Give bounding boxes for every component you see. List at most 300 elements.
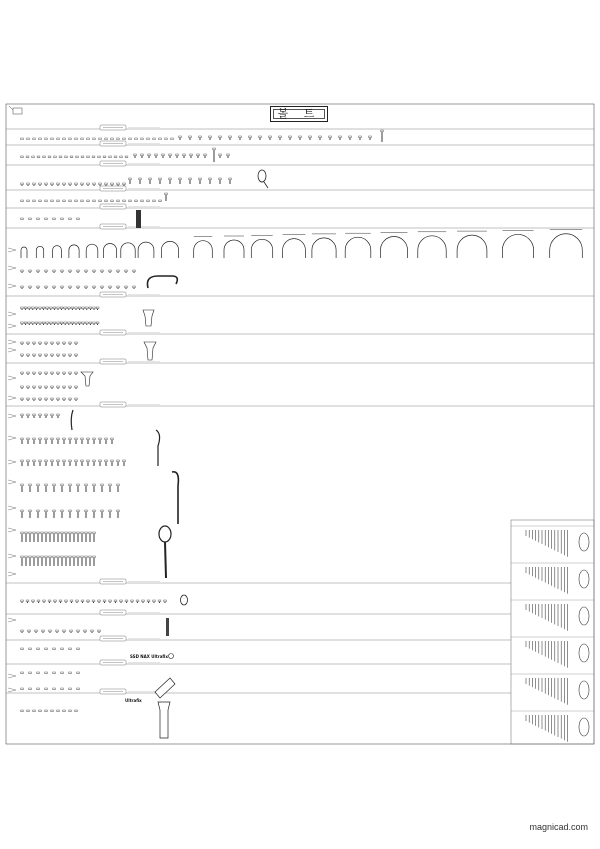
bolt-glyph: [329, 136, 332, 140]
u-bolt: [36, 246, 43, 258]
bolt-glyph: [87, 156, 90, 158]
bolt-glyph: [93, 286, 96, 289]
washer-stack: [579, 607, 589, 625]
bolt-glyph: [27, 710, 30, 712]
bolt-glyph: [158, 600, 161, 603]
u-bolt: [69, 245, 79, 258]
bolt-glyph: [37, 156, 40, 158]
bolt-glyph: [69, 438, 72, 444]
washer-stack: [579, 718, 589, 736]
bolt-glyph: [69, 688, 72, 690]
bolt-glyph: [114, 600, 117, 603]
bolt-glyph: [35, 307, 38, 310]
u-bolt: [121, 243, 135, 258]
bolt-glyph: [209, 178, 212, 184]
bolt-glyph: [53, 218, 56, 220]
bolt-glyph: [57, 414, 60, 418]
bolt-glyph: [69, 398, 72, 401]
bolt-glyph: [39, 710, 42, 712]
u-bolt: [251, 239, 272, 258]
bolt-glyph: [45, 710, 48, 712]
bolt-glyph: [33, 460, 36, 466]
bolt-glyph: [75, 710, 78, 712]
bolt-glyph: [29, 484, 32, 492]
bolt-glyph: [105, 438, 108, 444]
bolt-glyph: [29, 532, 32, 542]
bolt-glyph: [93, 510, 96, 518]
bolt-glyph: [63, 460, 66, 466]
hex-bolt-large: [381, 130, 384, 142]
bolt-glyph: [117, 484, 120, 492]
bolt-glyph: [42, 307, 45, 310]
bolt-glyph: [65, 156, 68, 158]
bolt-glyph: [82, 322, 85, 325]
bolt-glyph: [53, 648, 56, 650]
bolt-glyph: [229, 178, 232, 184]
bolt-glyph: [61, 484, 64, 492]
bolt-glyph: [41, 556, 44, 566]
bolt-glyph: [123, 138, 126, 140]
bolt-glyph: [114, 156, 117, 158]
bolt-glyph: [39, 138, 42, 140]
bolt-glyph: [87, 460, 90, 466]
bolt-glyph: [93, 200, 96, 202]
bolt-glyph: [45, 270, 48, 273]
bolt-glyph: [93, 138, 96, 140]
bolt-glyph: [159, 200, 162, 202]
bolt-glyph: [81, 600, 84, 603]
u-bolt: [312, 238, 336, 258]
bolt-glyph: [57, 398, 60, 401]
bolt-glyph: [109, 270, 112, 273]
bolt-glyph: [69, 218, 72, 220]
countersunk-bolt: [81, 372, 93, 386]
bolt-glyph: [39, 386, 42, 389]
bolt-glyph: [69, 556, 72, 566]
bolt-glyph: [21, 672, 24, 674]
bolt-glyph: [49, 322, 52, 325]
bolt-glyph: [125, 286, 128, 289]
u-bolt: [224, 240, 244, 258]
bolt-glyph: [75, 460, 78, 466]
bolt-glyph: [75, 200, 78, 202]
bolt-glyph: [93, 460, 96, 466]
bolt-glyph: [77, 630, 80, 633]
corner-mark: [9, 106, 22, 114]
bolt-glyph: [21, 372, 24, 375]
bolt-glyph: [27, 372, 30, 375]
bolt-glyph: [149, 178, 152, 184]
bolt-glyph: [57, 372, 60, 375]
bolt-glyph: [21, 688, 24, 690]
bolt-glyph: [57, 322, 60, 325]
bolt-glyph: [134, 154, 137, 158]
bolt-glyph: [77, 218, 80, 220]
bolt-glyph: [359, 136, 362, 140]
stud-bolt-long: [166, 618, 169, 636]
bolt-glyph: [63, 630, 66, 633]
bolt-glyph: [45, 372, 48, 375]
bolt-glyph: [101, 510, 104, 518]
bolt-glyph: [29, 556, 32, 566]
bolt-glyph: [103, 600, 106, 603]
bolt-glyph: [101, 484, 104, 492]
washer-stack: [579, 681, 589, 699]
u-bolt: [457, 235, 487, 258]
bolt-glyph: [84, 630, 87, 633]
hook-bolt-large: [172, 472, 178, 524]
bolt-glyph: [37, 286, 40, 289]
bolt-glyph: [60, 307, 63, 310]
bolt-glyph: [31, 307, 34, 310]
bolt-glyph: [142, 600, 145, 603]
bolt-glyph: [57, 138, 60, 140]
bolt-glyph: [87, 200, 90, 202]
bolt-glyph: [92, 156, 95, 158]
bolt-glyph: [75, 322, 78, 325]
bolt-glyph: [71, 322, 74, 325]
bolt-glyph: [45, 218, 48, 220]
bolt-glyph: [87, 183, 90, 186]
bolt-glyph: [61, 648, 64, 650]
bolt-glyph: [25, 532, 28, 542]
bolt-glyph: [179, 178, 182, 184]
bolt-glyph: [125, 270, 128, 273]
bolt-glyph: [53, 688, 56, 690]
bolt-glyph: [21, 710, 24, 712]
bolt-glyph: [42, 630, 45, 633]
arrow-marker: [8, 248, 16, 252]
bolt-glyph: [123, 460, 126, 466]
bolt-glyph: [164, 600, 167, 603]
bolt-glyph: [61, 556, 64, 566]
arrow-marker: [8, 674, 16, 678]
bolt-glyph: [45, 648, 48, 650]
bolt-glyph: [39, 183, 42, 186]
bolt-glyph: [81, 556, 84, 566]
bolt-glyph: [21, 218, 24, 220]
bolt-glyph: [81, 138, 84, 140]
bolt-glyph: [89, 307, 92, 310]
bolt-glyph: [49, 307, 52, 310]
bolt-glyph: [51, 414, 54, 418]
hook-bolt: [156, 430, 160, 466]
arrow-marker: [8, 340, 16, 344]
bolt-glyph: [78, 307, 81, 310]
bolt-glyph: [209, 136, 212, 140]
bolt-glyph: [93, 484, 96, 492]
bolt-glyph: [85, 270, 88, 273]
bolt-glyph: [51, 200, 54, 202]
bolt-glyph: [77, 532, 80, 542]
bolt-glyph: [77, 286, 80, 289]
bolt-glyph: [75, 342, 78, 345]
bolt-glyph: [27, 138, 30, 140]
bolt-glyph: [45, 532, 48, 542]
bolt-glyph: [75, 438, 78, 444]
sheet-title: 볼 트: [277, 107, 321, 120]
bolt-glyph: [21, 460, 24, 466]
u-bolt: [502, 234, 533, 258]
bolt-glyph: [59, 156, 62, 158]
bolt-glyph: [147, 600, 150, 603]
bolt-glyph: [123, 200, 126, 202]
bolt-glyph: [45, 386, 48, 389]
bolt-glyph: [26, 156, 29, 158]
bolt-glyph: [45, 438, 48, 444]
bolt-glyph: [21, 510, 24, 518]
bolt-glyph: [85, 307, 88, 310]
bolt-glyph: [35, 630, 38, 633]
bolt-glyph: [77, 270, 80, 273]
bolt-glyph: [169, 178, 172, 184]
bolt-glyph: [87, 138, 90, 140]
bolt-glyph: [219, 154, 222, 158]
bolt-glyph: [81, 532, 84, 542]
bolt-glyph: [69, 342, 72, 345]
bolt-glyph: [99, 183, 102, 186]
bolt-glyph: [147, 138, 150, 140]
bolt-glyph: [21, 648, 24, 650]
bolt-glyph: [48, 600, 51, 603]
bolt-glyph: [159, 178, 162, 184]
bolt-glyph: [63, 438, 66, 444]
bolt-glyph: [21, 600, 24, 603]
row-note-ultrafix: Ultrafix: [125, 698, 142, 703]
bolt-glyph: [103, 156, 106, 158]
bolt-glyph: [75, 307, 78, 310]
bolt-glyph: [131, 600, 134, 603]
bolt-glyph: [148, 154, 151, 158]
bolt-glyph: [29, 218, 32, 220]
bolt-glyph: [93, 322, 96, 325]
bolt-glyph: [101, 286, 104, 289]
bolt-glyph: [51, 372, 54, 375]
u-bolt: [418, 236, 446, 258]
bolt-glyph: [53, 510, 56, 518]
bolt-glyph: [129, 138, 132, 140]
bolt-glyph: [81, 460, 84, 466]
bolt-glyph: [32, 600, 35, 603]
bolt-glyph: [279, 136, 282, 140]
arrow-marker: [8, 324, 16, 328]
bolt-glyph: [69, 710, 72, 712]
bolt-glyph: [135, 138, 138, 140]
bolt-glyph: [45, 138, 48, 140]
bolt-glyph: [33, 354, 36, 357]
arrow-marker: [8, 348, 16, 352]
bolt-glyph: [69, 648, 72, 650]
bolt-glyph: [117, 510, 120, 518]
bolt-glyph: [69, 372, 72, 375]
bolt-glyph: [91, 630, 94, 633]
bolt-glyph: [339, 136, 342, 140]
bolt-glyph: [199, 178, 202, 184]
bolt-glyph: [21, 630, 24, 633]
arrow-marker: [8, 480, 16, 484]
bolt-glyph: [109, 600, 112, 603]
bolt-glyph: [57, 307, 60, 310]
bolt-glyph: [89, 532, 92, 542]
bolt-glyph: [63, 386, 66, 389]
arrow-marker: [8, 688, 16, 692]
bolt-glyph: [27, 398, 30, 401]
arrow-marker: [8, 436, 16, 440]
bolt-glyph: [45, 200, 48, 202]
bolt-glyph: [29, 688, 32, 690]
bolt-glyph: [67, 322, 70, 325]
bolt-glyph: [57, 386, 60, 389]
bolt-glyph: [75, 386, 78, 389]
bolt-glyph: [45, 286, 48, 289]
bolt-glyph: [75, 372, 78, 375]
bolt-glyph: [57, 556, 60, 566]
bolt-glyph: [43, 600, 46, 603]
eye-bolt-shank: [264, 182, 268, 188]
bolt-glyph: [57, 438, 60, 444]
bolt-glyph: [99, 200, 102, 202]
bolt-glyph: [109, 286, 112, 289]
bolt-glyph: [111, 200, 114, 202]
bolt-glyph: [39, 438, 42, 444]
bolt-glyph: [21, 270, 24, 273]
bolt-glyph: [171, 138, 174, 140]
bolt-glyph: [21, 386, 24, 389]
u-bolt: [345, 237, 371, 258]
bolt-glyph: [61, 510, 64, 518]
bolt-glyph: [29, 270, 32, 273]
bolt-glyph: [71, 307, 74, 310]
bolt-glyph: [69, 386, 72, 389]
bolt-glyph: [63, 342, 66, 345]
bolt-glyph: [53, 322, 56, 325]
bolt-glyph: [33, 138, 36, 140]
bolt-glyph: [69, 510, 72, 518]
bolt-glyph: [29, 648, 32, 650]
bolt-glyph: [125, 156, 128, 158]
bolt-glyph: [21, 200, 24, 202]
bolt-glyph: [59, 600, 62, 603]
bolt-glyph: [27, 200, 30, 202]
bolt-glyph: [169, 154, 172, 158]
bolt-glyph: [98, 156, 101, 158]
bolt-glyph: [21, 532, 24, 542]
bolt-glyph: [61, 286, 64, 289]
bolt-glyph: [33, 372, 36, 375]
bolt-glyph: [81, 183, 84, 186]
bolt-glyph: [199, 136, 202, 140]
bolt-glyph: [33, 342, 36, 345]
bolt-glyph: [21, 156, 24, 158]
bolt-glyph: [27, 386, 30, 389]
bolt-glyph: [155, 154, 158, 158]
u-bolt: [161, 241, 178, 258]
bolt-glyph: [21, 414, 24, 418]
bolt-glyph: [82, 307, 85, 310]
bolt-glyph: [369, 136, 372, 140]
bolt-glyph: [63, 200, 66, 202]
bolt-glyph: [93, 183, 96, 186]
bolt-glyph: [65, 532, 68, 542]
bolt-glyph: [27, 460, 30, 466]
footer-site: magnicad.com: [529, 822, 588, 832]
u-bolt: [104, 244, 117, 258]
eye-bolt-shank: [165, 542, 166, 578]
washer-stack: [579, 570, 589, 588]
bolt-glyph: [65, 600, 68, 603]
bolt-glyph: [133, 286, 136, 289]
bolt-glyph: [57, 532, 60, 542]
bolt-glyph: [56, 630, 59, 633]
bolt-glyph: [63, 138, 66, 140]
hook-bolt: [71, 410, 73, 430]
u-bolt: [53, 246, 62, 258]
bolt-glyph: [63, 183, 66, 186]
bolt-glyph: [21, 438, 24, 444]
bolt-glyph: [35, 322, 38, 325]
bolt-glyph: [78, 322, 81, 325]
bolt-glyph: [349, 136, 352, 140]
bolt-glyph: [67, 307, 70, 310]
bolt-glyph: [39, 354, 42, 357]
bolt-glyph: [37, 556, 40, 566]
arrow-marker: [8, 396, 16, 400]
bolt-glyph: [93, 556, 96, 566]
bolt-glyph: [39, 200, 42, 202]
bolt-glyph: [57, 200, 60, 202]
bolt-glyph: [219, 136, 222, 140]
bolt-glyph: [141, 154, 144, 158]
bolt-glyph: [27, 438, 30, 444]
bolt-glyph: [33, 532, 36, 542]
bolt-glyph: [89, 556, 92, 566]
bolt-glyph: [65, 556, 68, 566]
j-bolt: [147, 276, 177, 288]
bolt-glyph: [105, 460, 108, 466]
bolt-glyph: [33, 183, 36, 186]
bolt-glyph: [37, 484, 40, 492]
arrow-marker: [8, 618, 16, 622]
bolt-glyph: [81, 200, 84, 202]
bolt-glyph: [135, 200, 138, 202]
bolt-glyph: [45, 183, 48, 186]
bolt-glyph: [69, 200, 72, 202]
bolt-glyph: [28, 307, 31, 310]
bolt-glyph: [85, 484, 88, 492]
bolt-glyph: [229, 136, 232, 140]
bolt-glyph: [51, 183, 54, 186]
u-bolt: [138, 242, 154, 258]
washer-stack: [579, 644, 589, 662]
bolt-glyph: [101, 270, 104, 273]
bolt-glyph: [73, 532, 76, 542]
bolt-glyph: [99, 438, 102, 444]
eye-bolt-ring: [258, 170, 266, 182]
bolt-glyph: [33, 398, 36, 401]
bolt-glyph: [117, 270, 120, 273]
bolt-glyph: [117, 183, 120, 186]
bolt-glyph: [117, 286, 120, 289]
bolt-glyph: [57, 183, 60, 186]
bolt-glyph: [63, 354, 66, 357]
bolt-glyph: [70, 156, 73, 158]
bolt-glyph: [89, 322, 92, 325]
bolt-glyph: [49, 630, 52, 633]
shoulder-bolt: [158, 702, 170, 738]
bolt-glyph: [98, 600, 101, 603]
anchor-head: [169, 654, 174, 659]
bolt-glyph: [77, 510, 80, 518]
